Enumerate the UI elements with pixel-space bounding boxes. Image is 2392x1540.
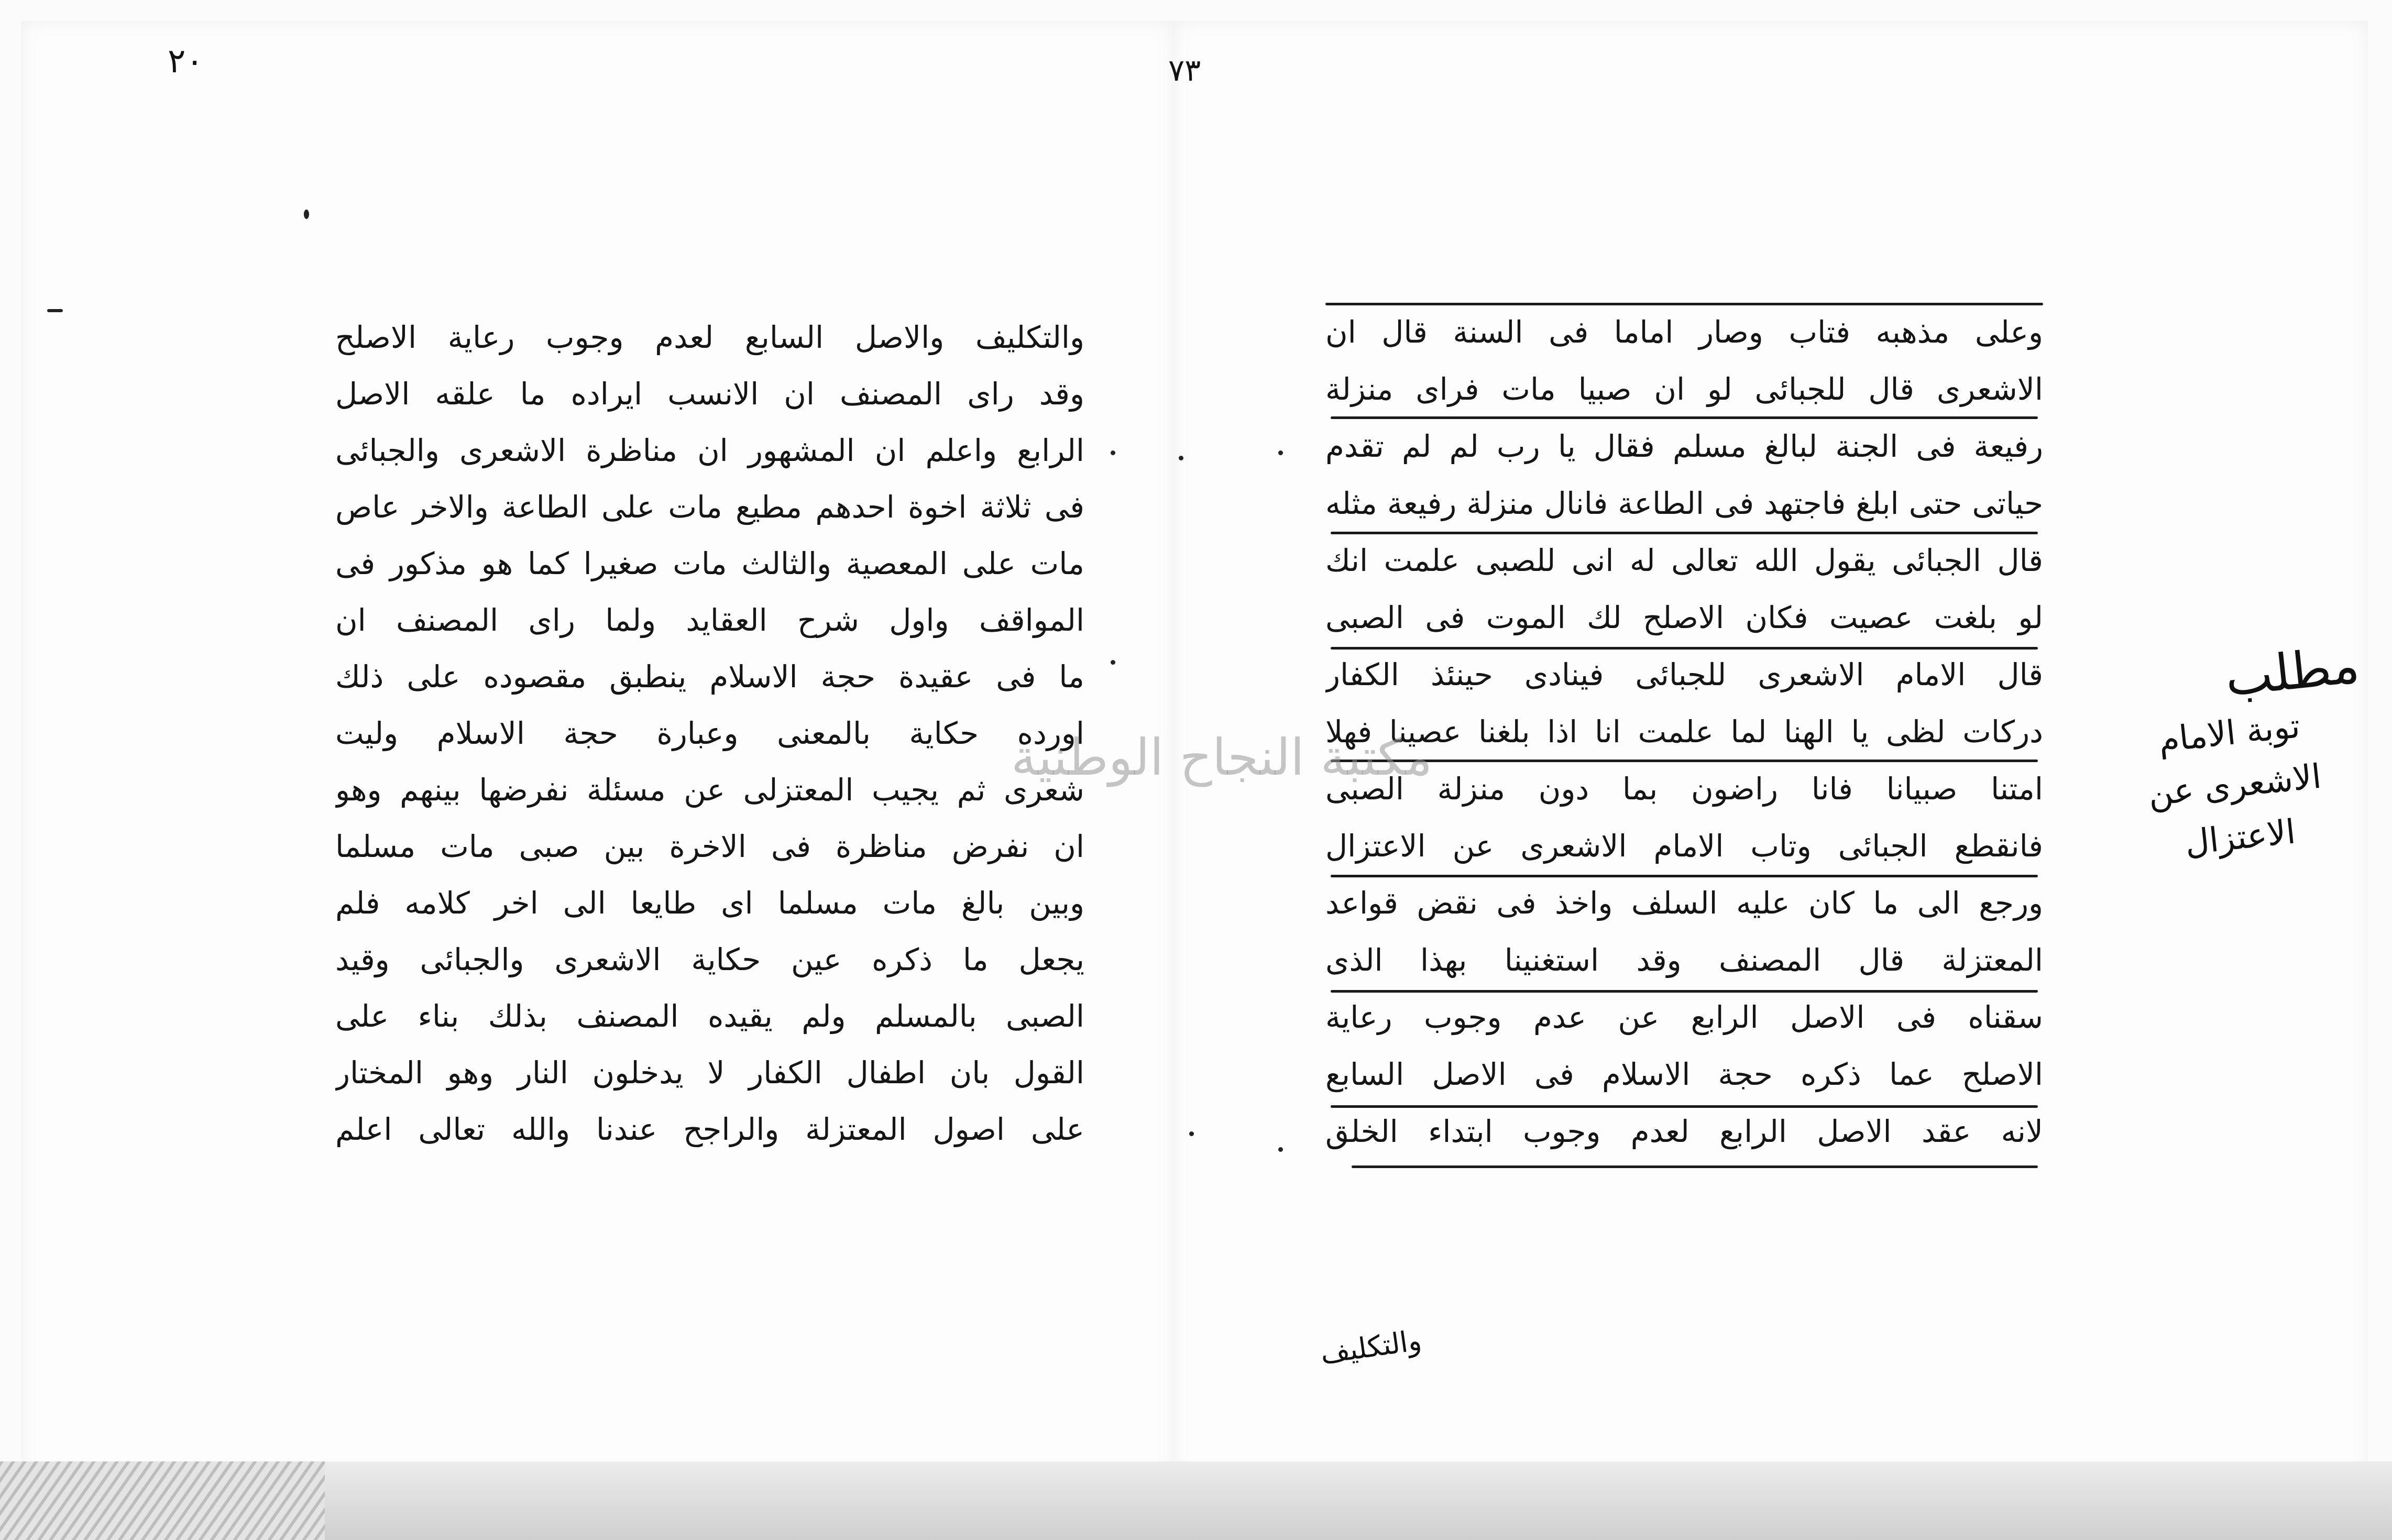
left-text-line: الرابع واعلم ان المشهور ان مناظرة الاشعرى والجبائى xyxy=(335,433,1084,468)
margin-note-line: توبة الامام xyxy=(2156,707,2302,761)
catchword: والتكليف xyxy=(1318,1323,1424,1371)
left-text-line: والتكليف والاصل السابع لعدم وجوب رعاية الاصلح xyxy=(335,320,1084,355)
overline-rule xyxy=(1331,1105,2038,1108)
page-curl xyxy=(0,1461,325,1540)
ink-speck xyxy=(304,210,309,219)
book-bottom-edge xyxy=(0,1461,2392,1540)
right-text-line: دركات لظى يا الهنا لما علمت انا اذا بلغنا عصينا فهلا xyxy=(1325,714,2043,750)
left-text-line: ما فى عقيدة حجة الاسلام ينطبق مقصوده على ذلك xyxy=(335,659,1084,695)
right-text-line: الاصلح عما ذكره حجة الاسلام فى الاصل السابع xyxy=(1325,1057,2043,1092)
overline-rule xyxy=(1331,532,2038,534)
right-text-line: قال الجبائى يقول الله تعالى له انى للصبى علمت انك xyxy=(1325,543,2043,578)
ink-speck xyxy=(1179,456,1183,460)
overline-rule xyxy=(1331,416,2038,419)
right-text-line: ورجع الى ما كان عليه السلف واخذ فى نقض قواعد xyxy=(1325,885,2043,921)
right-text-line: رفيعة فى الجنة لبالغ مسلم فقال يا رب لم لم تقدم xyxy=(1325,428,2043,464)
right-text-line: امتنا صبيانا فانا راضون بما دون منزلة الصبى xyxy=(1325,771,2043,807)
left-text-line: يجعل ما ذكره عين حكاية الاشعرى والجبائى وقيد xyxy=(335,942,1084,977)
right-page-text xyxy=(1325,304,2043,1160)
ink-speck xyxy=(1111,660,1115,665)
left-text-line: شعرى ثم يجيب المعتزلى عن مسئلة نفرضها بينهم وهو xyxy=(335,772,1084,808)
left-text-line: على اصول المعتزلة والراجح عندنا والله تعالى اعلم xyxy=(335,1112,1084,1147)
left-folio-mark: ٢٠ xyxy=(168,42,204,81)
left-page-text xyxy=(335,309,1084,1158)
right-text-line: حياتى حتى ابلغ فاجتهد فى الطاعة فانال منزلة رفيعة مثله xyxy=(1325,486,2043,521)
overline-rule xyxy=(1331,875,2038,877)
left-text-line: المواقف واول شرح العقايد ولما راى المصنف ان xyxy=(335,602,1084,638)
ink-speck xyxy=(1278,1147,1283,1152)
left-text-line: اورده حكاية بالمعنى وعبارة حجة الاسلام وليت xyxy=(335,716,1084,751)
right-text-line: المعتزلة قال المصنف وقد استغنينا بهذا الذى xyxy=(1325,942,2043,978)
ink-speck xyxy=(47,309,63,312)
library-watermark: مكتبة النجاح الوطنية xyxy=(1011,728,1433,787)
left-text-line: الصبى بالمسلم ولم يقيده المصنف بذلك بناء على xyxy=(335,998,1084,1034)
left-text-line: القول بان اطفال الكفار لا يدخلون النار وهو المختار xyxy=(335,1055,1084,1091)
overline-rule xyxy=(1325,303,2043,305)
right-text-line: وعلى مذهبه فتاب وصار اماما فى السنة قال ان xyxy=(1325,314,2043,350)
right-text-line: الاشعرى قال للجبائى لو ان صبيا مات فراى منزلة xyxy=(1325,371,2043,407)
left-text-line: ان نفرض مناظرة فى الاخرة بين صبى مات مسلما xyxy=(335,829,1084,864)
overline-rule xyxy=(1331,760,2038,762)
ink-speck xyxy=(1111,450,1115,455)
margin-note-line: الاشعرى عن xyxy=(2146,757,2323,814)
right-text-line: قال الامام الاشعرى للجبائى فينادى حينئذ الكفار xyxy=(1325,657,2043,692)
margin-note-line: الاعتزال xyxy=(2183,812,2298,863)
ink-speck xyxy=(1278,450,1283,455)
left-text-line: فى ثلاثة اخوة احدهم مطيع مات على الطاعة والاخر عاص xyxy=(335,489,1084,525)
margin-note xyxy=(2075,635,2389,879)
overline-rule xyxy=(1331,990,2038,993)
overline-rule xyxy=(1331,647,2038,650)
right-text-line: لانه عقد الاصل الرابع لعدم وجوب ابتداء الخلق xyxy=(1325,1114,2043,1149)
margin-note-mark: مطلب xyxy=(2222,635,2362,708)
left-text-line: مات على المعصية والثالث مات صغيرا كما هو مذكور فى xyxy=(335,546,1084,581)
left-text-line: وبين بالغ مات مسلما اى طايعا الى اخر كلامه فلم xyxy=(335,885,1084,921)
right-text-line: فانقطع الجبائى وتاب الامام الاشعرى عن الاعتزال xyxy=(1325,828,2043,864)
right-folio-mark: ٧٣ xyxy=(1168,52,1201,88)
right-text-line: سقناه فى الاصل الرابع عن عدم وجوب رعاية xyxy=(1325,999,2043,1035)
right-text-line: لو بلغت عصيت فكان الاصلح لك الموت فى الصبى xyxy=(1325,600,2043,635)
left-text-line: وقد راى المصنف ان الانسب ايراده ما علقه الاصل xyxy=(335,376,1084,412)
ink-speck xyxy=(1189,1131,1194,1136)
overline-rule xyxy=(1352,1165,2038,1168)
